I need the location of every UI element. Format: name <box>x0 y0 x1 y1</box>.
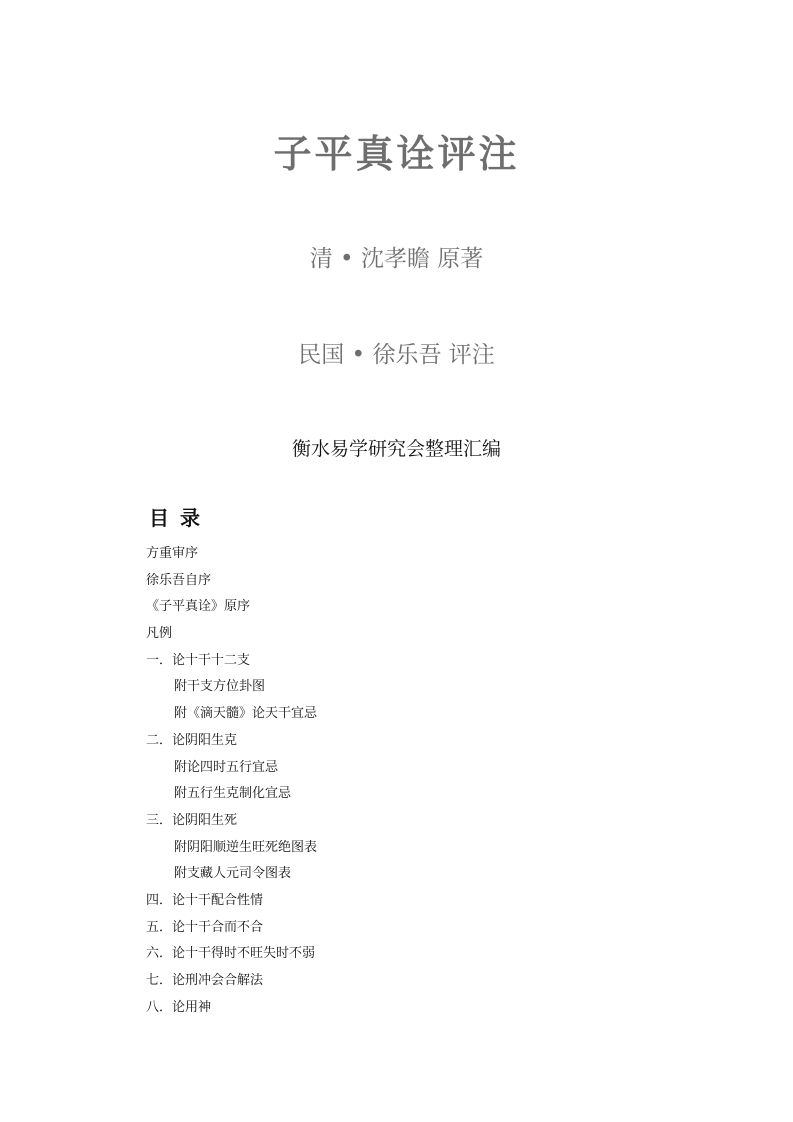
toc-entry[interactable]: 七．论刑冲会合解法 <box>146 973 264 988</box>
toc-subentry[interactable]: 附支藏人元司令图表 <box>174 866 292 882</box>
toc-entry[interactable]: 五．论十干合而不合 <box>146 919 264 935</box>
toc-entry[interactable]: 方重审序 <box>146 546 199 561</box>
book-title: 子平真诠评注 <box>273 132 520 176</box>
toc-entry[interactable]: 八．论用神 <box>146 999 212 1015</box>
toc-entry[interactable]: 凡例 <box>146 626 173 642</box>
toc-entry[interactable]: 三．论阴阳生死 <box>146 812 238 828</box>
toc-entry[interactable]: 《子平真诠》原序 <box>146 599 251 615</box>
toc-entry[interactable]: 一．论十干十二支 <box>146 652 251 668</box>
toc-subentry[interactable]: 附干支方位卦图 <box>174 679 266 695</box>
toc-subentry[interactable]: 附论四时五行宜忌 <box>174 759 279 775</box>
table-of-contents <box>0 541 793 1021</box>
toc-entry[interactable]: 四．论十干配合性情 <box>146 892 264 908</box>
compiler-line: 衡水易学研究会整理汇编 <box>291 438 501 460</box>
toc-entry[interactable]: 六．论十干得时不旺失时不弱 <box>146 946 316 962</box>
toc-subentry[interactable]: 附五行生克制化宜忌 <box>174 786 292 802</box>
toc-subentry[interactable]: 附阴阳顺逆生旺死绝图表 <box>174 839 318 855</box>
toc-entry[interactable]: 徐乐吾自序 <box>146 572 212 588</box>
toc-subentry[interactable]: 附《滴天髓》论天干宜忌 <box>174 706 318 722</box>
annotator-line: 民国 • 徐乐吾 评注 <box>298 342 495 368</box>
toc-entry[interactable]: 二．论阴阳生克 <box>146 732 238 748</box>
original-author-line: 清 • 沈孝瞻 原著 <box>309 246 484 272</box>
toc-heading: 目 录 <box>149 506 202 530</box>
